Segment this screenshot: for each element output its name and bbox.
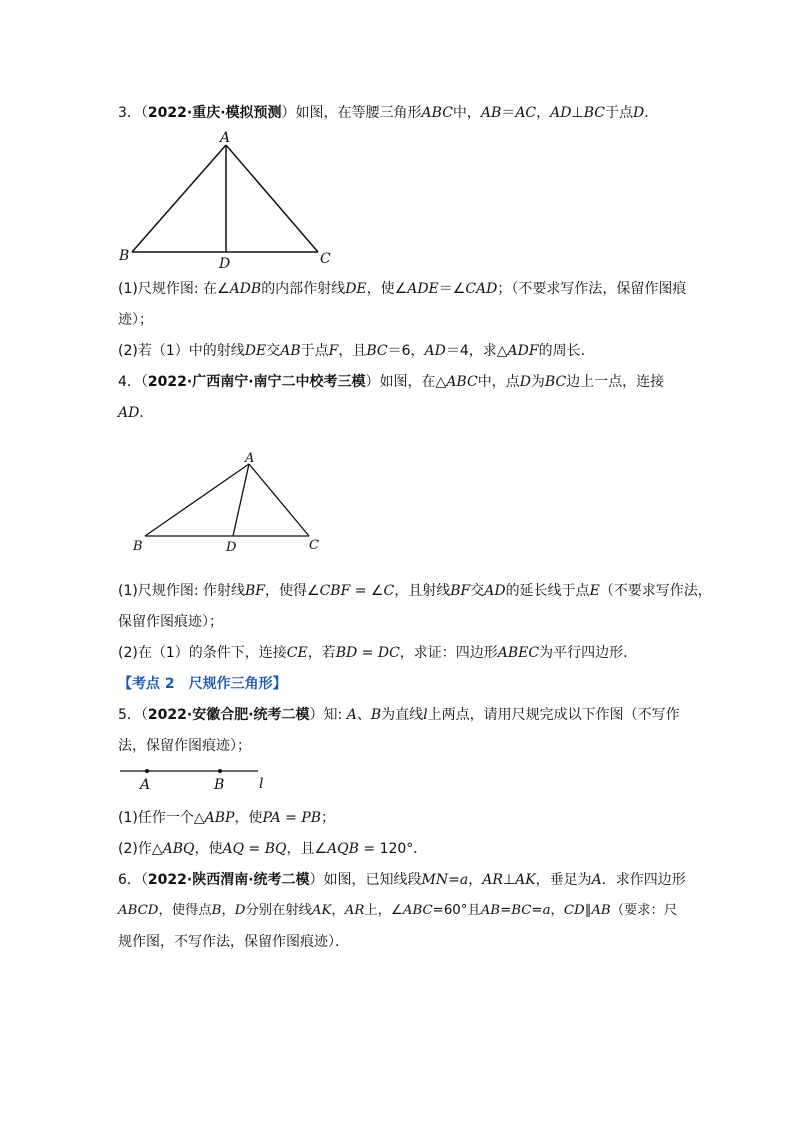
section-heading-kaodian-2: 【考点 2 尺规作三角形】 <box>118 676 287 692</box>
q5-label-b: B <box>214 777 225 793</box>
q5-label-l: l <box>259 776 264 792</box>
q4-sub1-line2: 保留作图痕迹）； <box>118 614 223 630</box>
q4-stem-line2: AD． <box>118 405 154 421</box>
q5-stem-line2: 法，保留作图痕迹）； <box>118 738 251 754</box>
q3-sub1-line2: 迹）； <box>118 312 153 328</box>
q4-stem-line1: 4．（2022·广西南宁·南宁二中校考三模）如图，在△ABC中，点D为BC边上一点，连接 <box>118 374 665 390</box>
q3-label-a: A <box>220 130 231 146</box>
q4-label-c: C <box>309 538 319 553</box>
q3-sub1-line1: (1)尺规作图: 在∠ADB的内部作射线DE，使∠ADE＝∠CAD；（不要求写作法，保留作图痕 <box>118 281 687 297</box>
q3-sub2: (2)若（1）中的射线DE交AB于点F，且BC＝6，AD＝4，求△ADF的周长． <box>118 343 595 359</box>
q4-label-b: B <box>133 539 143 554</box>
q6-stem-line1: 6．（2022·陕西渭南·统考二模）如图，已知线段MN=a，AR⊥AK，垂足为A．求作四边形 <box>118 872 686 888</box>
q4-label-a: A <box>245 451 255 466</box>
q5-label-a: A <box>140 777 151 793</box>
q3-label-d: D <box>219 256 231 272</box>
q5-sub2: (2)作△ABQ，使AQ = BQ，且∠AQB = 120°． <box>118 841 428 857</box>
q5-sub1: (1)任作一个△ABP，使PA = PB； <box>118 810 336 826</box>
q4-sub2: (2)在（1）的条件下，连接CE，若BD = DC，求证：四边形ABEC为平行四边形． <box>118 645 638 661</box>
q6-stem-line3: 规作图，不写作法，保留作图痕迹）． <box>118 934 349 950</box>
q3-label-b: B <box>119 248 130 264</box>
q4-sub1-line1: (1)尺规作图: 作射线BF，使得∠CBF = ∠C，且射线BF交AD的延长线于点E（不要求写作法， <box>118 583 712 599</box>
q6-stem-line2: ABCD，使得点B，D分别在射线AK，AR上，∠ABC=60°且AB=BC=a，CD∥AB（要求：尺 <box>118 903 678 918</box>
q4-label-d: D <box>226 540 237 555</box>
q3-label-c: C <box>320 251 331 267</box>
q5-stem-line1: 5．（2022·安徽合肥·统考二模）知: A、B为直线l上两点，请用尺规完成以下作图（不写作 <box>118 707 680 723</box>
q3-stem: 3．（2022·重庆·模拟预测）如图，在等腰三角形ABC中，AB＝AC，AD⊥BC于点D． <box>118 105 659 121</box>
